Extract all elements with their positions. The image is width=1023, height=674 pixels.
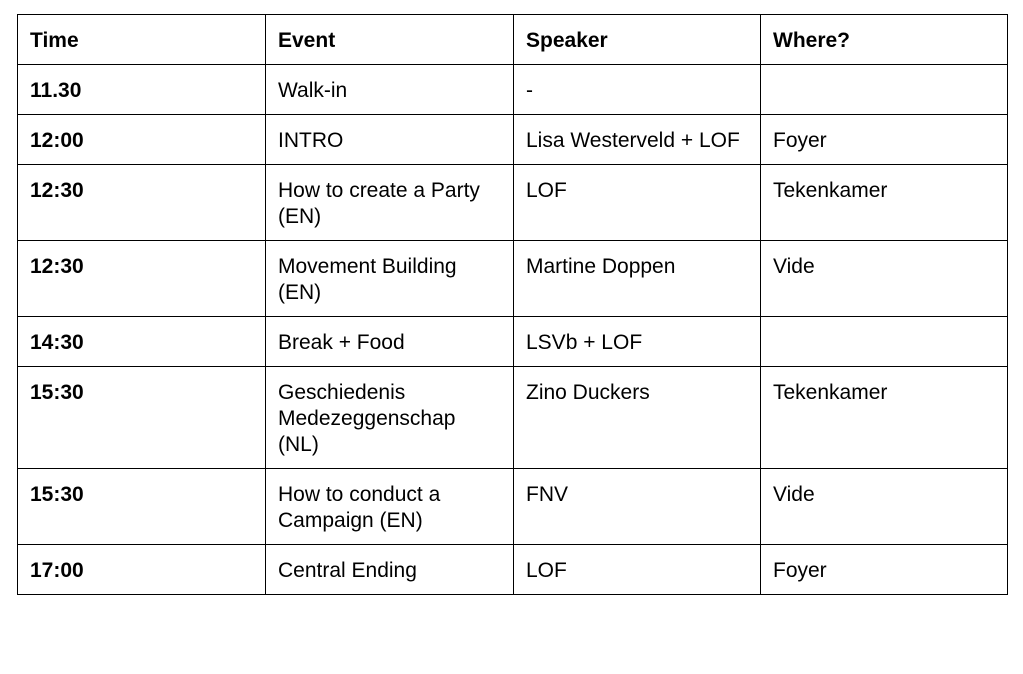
where-cell: Vide <box>761 469 1008 545</box>
speaker-cell: FNV <box>514 469 761 545</box>
table-row <box>18 165 1008 241</box>
speaker-cell: - <box>514 65 761 115</box>
time-cell: 15:30 <box>18 469 266 545</box>
speaker-cell: LOF <box>514 165 761 241</box>
table-row <box>18 545 1008 595</box>
time-cell: 14:30 <box>18 317 266 367</box>
event-cell: Central Ending <box>266 545 514 595</box>
where-cell: Foyer <box>761 115 1008 165</box>
where-cell <box>761 317 1008 367</box>
table-row <box>18 241 1008 317</box>
event-cell: Break + Food <box>266 317 514 367</box>
time-cell: 12:00 <box>18 115 266 165</box>
table-row <box>18 115 1008 165</box>
time-cell: 15:30 <box>18 367 266 469</box>
table-row <box>18 367 1008 469</box>
event-cell: How to conduct a Campaign (EN) <box>266 469 514 545</box>
event-cell: Walk-in <box>266 65 514 115</box>
table-row <box>18 469 1008 545</box>
where-cell: Vide <box>761 241 1008 317</box>
column-header-speaker: Speaker <box>514 15 761 65</box>
table-row <box>18 65 1008 115</box>
speaker-cell: Lisa Westerveld + LOF <box>514 115 761 165</box>
table-row <box>18 317 1008 367</box>
where-cell: Foyer <box>761 545 1008 595</box>
speaker-cell: Zino Duckers <box>514 367 761 469</box>
time-cell: 17:00 <box>18 545 266 595</box>
column-header-time: Time <box>18 15 266 65</box>
speaker-cell: LSVb + LOF <box>514 317 761 367</box>
event-cell: INTRO <box>266 115 514 165</box>
speaker-cell: Martine Doppen <box>514 241 761 317</box>
event-cell: How to create a Party (EN) <box>266 165 514 241</box>
time-cell: 11.30 <box>18 65 266 115</box>
schedule-table <box>17 14 1008 595</box>
where-cell <box>761 65 1008 115</box>
where-cell: Tekenkamer <box>761 367 1008 469</box>
time-cell: 12:30 <box>18 165 266 241</box>
event-cell: Geschiedenis Medezeggenschap (NL) <box>266 367 514 469</box>
column-header-where: Where? <box>761 15 1008 65</box>
column-header-event: Event <box>266 15 514 65</box>
time-cell: 12:30 <box>18 241 266 317</box>
speaker-cell: LOF <box>514 545 761 595</box>
where-cell: Tekenkamer <box>761 165 1008 241</box>
event-cell: Movement Building (EN) <box>266 241 514 317</box>
table-header-row <box>18 15 1008 65</box>
